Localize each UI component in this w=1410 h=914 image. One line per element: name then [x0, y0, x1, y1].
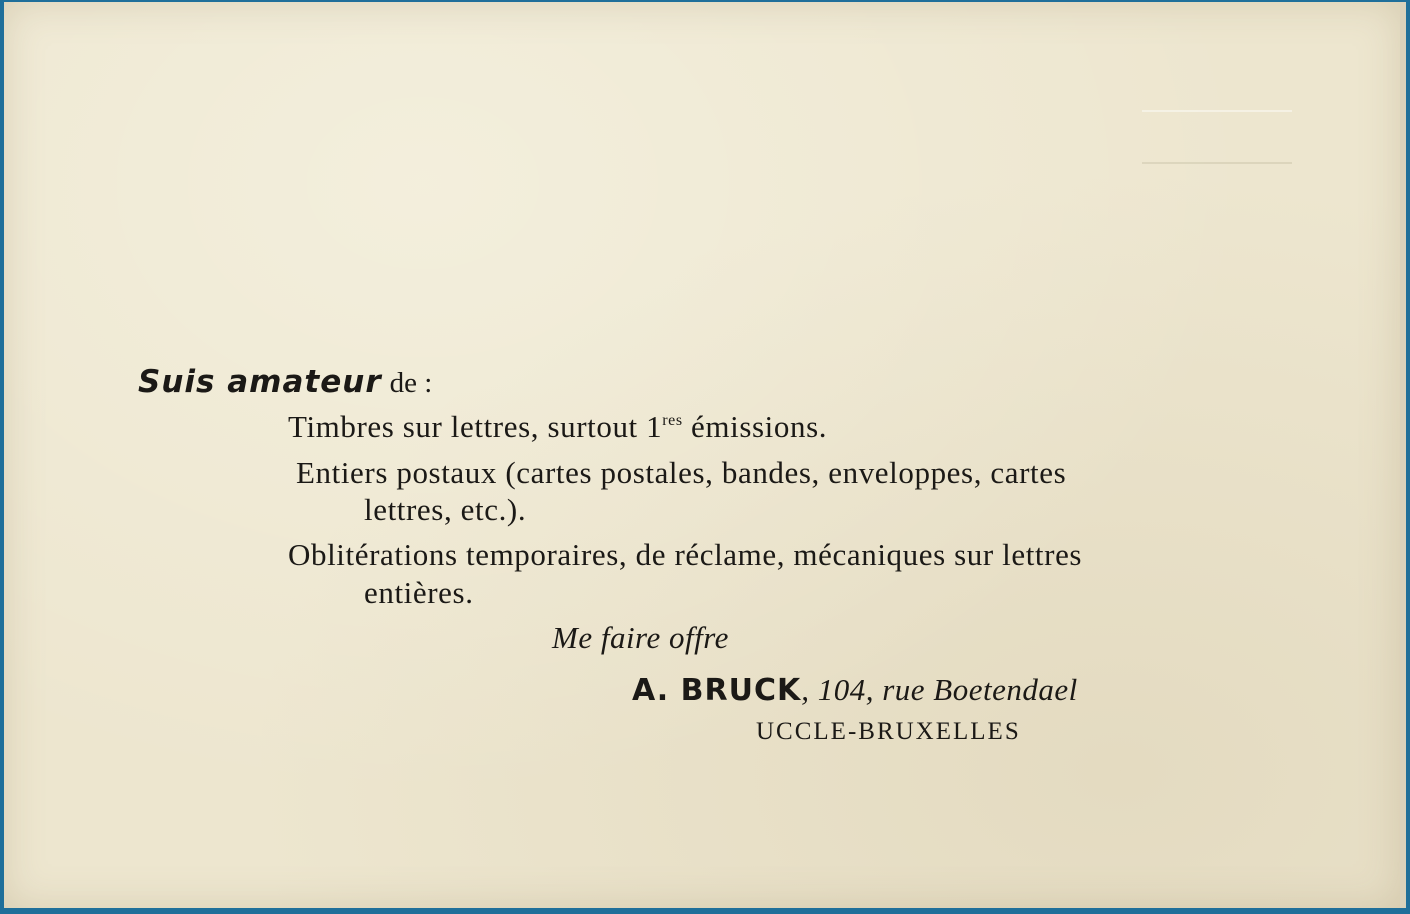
list-item-entiers-line2: lettres, etc.). — [364, 492, 527, 527]
list-item-obliterations-line1: Oblitérations temporaires, de réclame, mécaniques sur lettres — [288, 537, 1083, 572]
item1-super-base: 1 — [646, 409, 663, 444]
sender-city: UCCLE-BRUXELLES — [756, 718, 1021, 745]
heading — [138, 364, 432, 400]
item1-tail: émissions. — [682, 409, 828, 444]
list-item-entiers-line1: Entiers postaux (cartes postales, bandes, enveloppes, cartes — [296, 455, 1067, 490]
item1-text: Timbres sur lettres, surtout — [288, 409, 647, 444]
sender-name: A. BRUCK — [632, 673, 802, 708]
heading-bold: Suis amateur — [138, 364, 382, 400]
offer-text: Me faire offre — [552, 620, 729, 655]
sender-address-line — [632, 672, 1078, 708]
item1-super: res — [662, 412, 683, 429]
list-item-obliterations-line2: entières. — [364, 575, 474, 610]
postcard — [4, 2, 1406, 908]
stamp-area — [1142, 110, 1292, 164]
sender-street: , 104, rue Boetendael — [801, 672, 1078, 707]
list-item-timbres — [288, 409, 827, 445]
heading-rest: de : — [389, 367, 433, 399]
